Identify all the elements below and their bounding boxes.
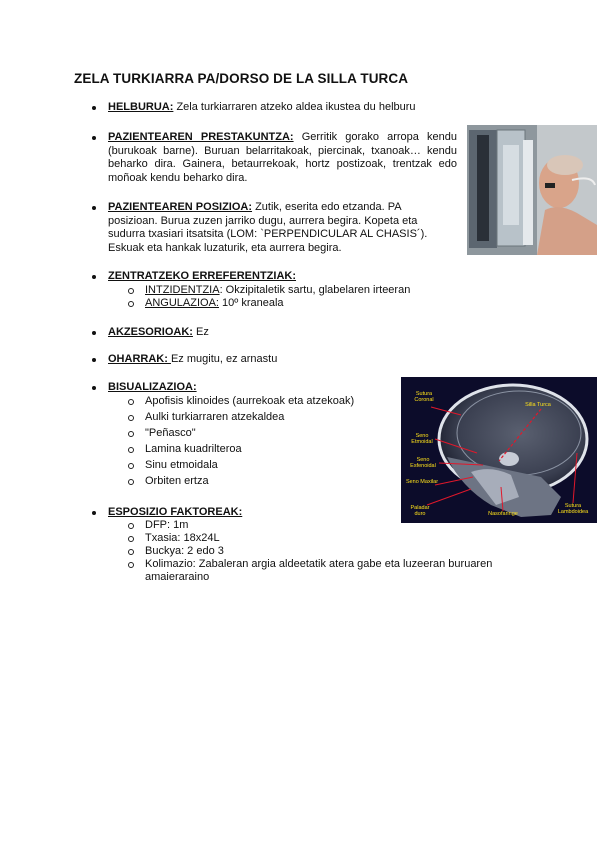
section-bisualizazioa xyxy=(108,381,197,395)
section-text: Gerritik gorako arropa kendu (burukoak barne). Buruan belarritakoak, piercinak, txanoak… kendu beharko dira. Gainera, betaurrekoak, hortz postizoak, trentzak edo moñoak kendu beharko dira. xyxy=(108,131,457,184)
section-text: Zutik, eserita edo etzanda. PA posizioan. Burua zuzen jarriko dugu, aurrera begira. Kopeta eta sudurra txasiari itsatsita (LOM: `PERPENDICULAR AL CHASIS´). Eskuak eta hankak luzaturik, eta aurrera begira. xyxy=(108,201,428,254)
xray-label-seno-etmoidal: Seno Etmoidal xyxy=(411,433,433,445)
circle-bullet-icon xyxy=(128,562,134,568)
item-text: Sinu etmoidala xyxy=(145,459,218,471)
bullet xyxy=(92,358,96,362)
xray-label-paladar-duro: Paladar duro xyxy=(410,505,430,517)
section-heading: ZENTRATZEKO ERREFERENTZIAK: xyxy=(108,270,297,282)
section-zentratzeko xyxy=(108,270,296,284)
skull-xray-image xyxy=(401,377,597,523)
section-heading: HELBURUA: xyxy=(108,101,174,113)
section-text: Ez xyxy=(192,326,209,338)
item-text: Orbiten ertza xyxy=(145,475,209,487)
item-text: Buckya: 2 edo 3 xyxy=(145,545,224,557)
section-heading: BISUALIZAZIOA: xyxy=(108,381,197,393)
section-text: Ez mugitu, ez arnastu xyxy=(170,353,278,365)
section-text: Zela turkiarraren atzeko aldea ikustea du helburu xyxy=(173,101,416,113)
section-heading: PAZIENTEAREN POSIZIOA: xyxy=(108,201,253,213)
bullet xyxy=(92,136,96,140)
bullet xyxy=(92,275,96,279)
section-helburua xyxy=(108,101,468,115)
section-oharrak xyxy=(108,353,277,367)
circle-bullet-icon xyxy=(128,447,134,453)
item-text: "Peñasco" xyxy=(145,427,196,439)
item-text: Aulki turkiarraren atzekaldea xyxy=(145,411,285,423)
circle-bullet-icon xyxy=(128,399,134,405)
circle-bullet-icon xyxy=(128,536,134,542)
section-heading: ESPOSIZIO FAKTOREAK: xyxy=(108,506,243,518)
xray-label-sutura-lambdoidea: Sutura Lambdoidea xyxy=(557,503,589,515)
circle-bullet-icon xyxy=(128,415,134,421)
xray-label-seno-maxilar: Seno Maxilar xyxy=(405,479,439,485)
patient-positioning-photo xyxy=(467,125,597,255)
bullet xyxy=(92,331,96,335)
bullet xyxy=(92,511,96,515)
xray-label-nasofaringe: Nasofaringe xyxy=(488,511,518,517)
item-key: INTZIDENTZIA xyxy=(145,284,220,296)
bullet xyxy=(92,386,96,390)
item-text: : Okzipitaletik sartu, glabelaren irteeran xyxy=(219,284,411,296)
item-text: 10º kraneala xyxy=(218,297,284,309)
xray-label-silla-turca: Silla Turca xyxy=(525,402,551,408)
section-posizioa xyxy=(108,201,453,255)
section-esposizio xyxy=(108,506,242,520)
circle-bullet-icon xyxy=(128,301,134,307)
item-text: Kolimazio: Zabaleran argia aldeetatik atera gabe eta luzeeran buruaren xyxy=(145,558,493,570)
xray-label-sutura-coronal: Sutura Coronal xyxy=(414,391,434,403)
circle-bullet-icon xyxy=(128,463,134,469)
circle-bullet-icon xyxy=(128,479,134,485)
item-text: Txasia: 18x24L xyxy=(145,532,220,544)
bullet xyxy=(92,206,96,210)
section-heading: OHARRAK: xyxy=(108,353,171,365)
section-prestakuntza xyxy=(108,131,457,185)
item-key: ANGULAZIOA: xyxy=(145,297,219,309)
circle-bullet-icon xyxy=(128,549,134,555)
item-text: amaieraraino xyxy=(145,571,210,583)
bullet xyxy=(92,106,96,110)
item-text: Lamina kuadrilteroa xyxy=(145,443,242,455)
section-heading: PAZIENTEAREN PRESTAKUNTZA: xyxy=(108,131,294,143)
xray-label-seno-esfenoidal: Seno Esfenoidal xyxy=(410,457,436,469)
page-title: ZELA TURKIARRA PA/DORSO DE LA SILLA TURCA xyxy=(74,71,409,86)
circle-bullet-icon xyxy=(128,431,134,437)
section-heading: AKZESORIOAK: xyxy=(108,326,193,338)
section-akzesorioak xyxy=(108,326,209,340)
circle-bullet-icon xyxy=(128,288,134,294)
circle-bullet-icon xyxy=(128,523,134,529)
item-text: DFP: 1m xyxy=(145,519,189,531)
item-text: Apofisis klinoides (aurrekoak eta atzekoak) xyxy=(145,395,355,407)
